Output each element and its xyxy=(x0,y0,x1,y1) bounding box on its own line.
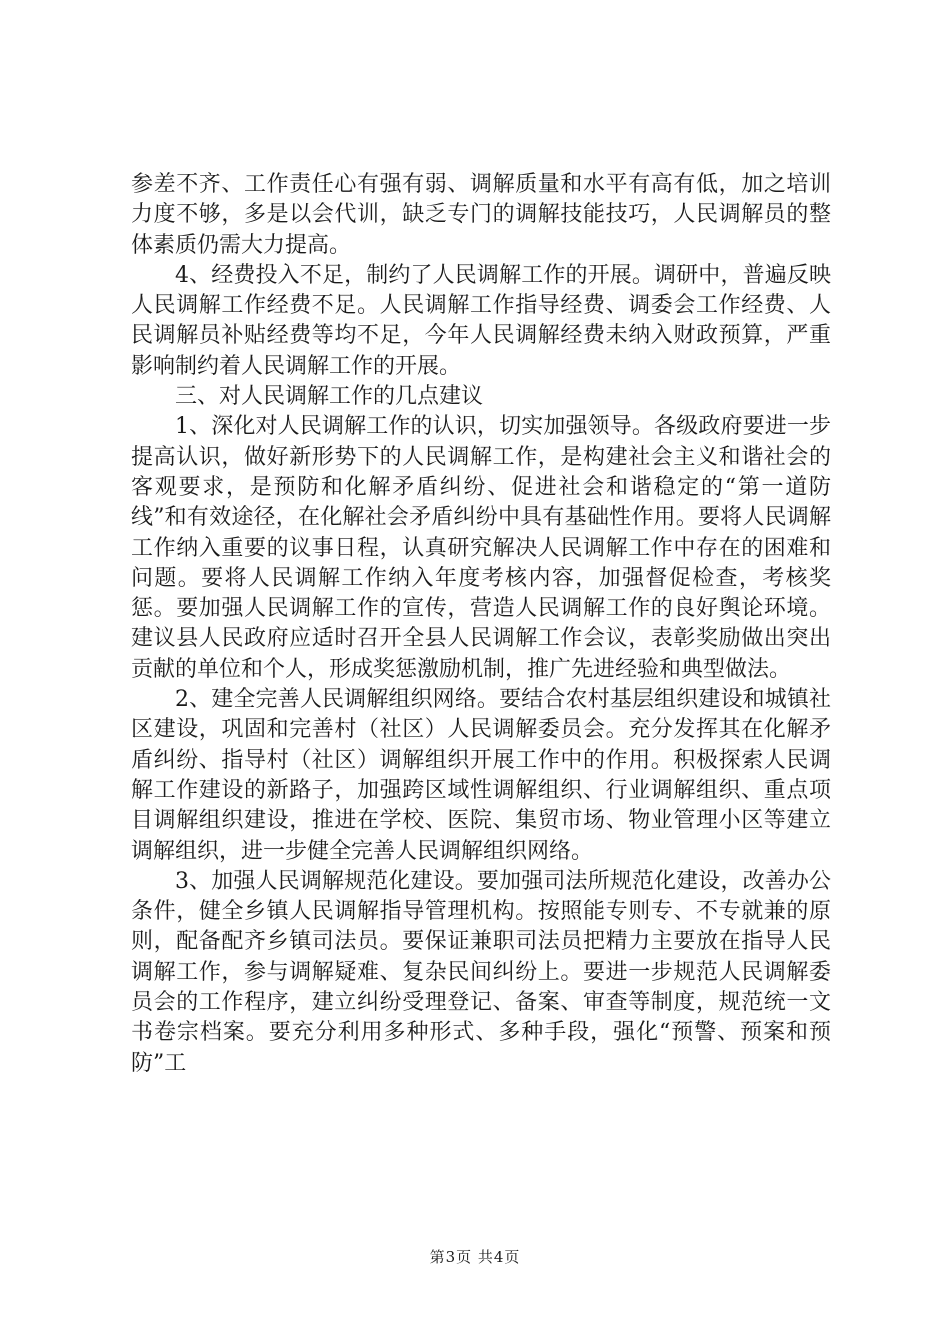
paragraph-continuation: 参差不齐、工作责任心有强有弱、调解质量和水平有高有低，加之培训力度不够，多是以会代训，缺乏专门的调解技能技巧，人民调解员的整体素质仍需大力提高。 xyxy=(131,172,831,258)
paragraph-suggestion-3: 3、加强人民调解规范化建设。要加强司法所规范化建设，改善办公条件，健全乡镇人民调解指导管理机构。按照能专则专、不专就兼的原则，配备配齐乡镇司法员。要保证兼职司法员把精力主要放在指导人民调解工作，参与调解疑难、复杂民间纠纷上。要进一步规范人民调解委员会的工作程序，建立纠纷受理登记、备案、审查等制度，规范统一文书卷宗档案。要充分利用多种形式、多种手段，强化“预警、预案和预防”工 xyxy=(131,868,831,1076)
section-heading-suggestions: 三、对人民调解工作的几点建议 xyxy=(175,384,484,410)
paragraph-item-4-funding: 4、经费投入不足，制约了人民调解工作的开展。调研中，普遍反映人民调解工作经费不足。人民调解工作指导经费、调委会工作经费、人民调解员补贴经费等均不足，今年人民调解经费未纳入财政预算，严重影响制约着人民调解工作的开展。 xyxy=(131,262,831,379)
document-body xyxy=(131,170,831,1079)
paragraph-suggestion-2: 2、建全完善人民调解组织网络。要结合农村基层组织建设和城镇社区建设，巩固和完善村（社区）人民调解委员会。充分发挥其在化解矛盾纠纷、指导村（社区）调解组织开展工作中的作用。积极探索人民调解工作建设的新路子，加强跨区域性调解组织、行业调解组织、重点项目调解组织建设，推进在学校、医院、集贸市场、物业管理小区等建立调解组织，进一步健全完善人民调解组织网络。 xyxy=(131,687,831,864)
page-footer xyxy=(0,1246,950,1267)
paragraph-suggestion-1: 1、深化对人民调解工作的认识，切实加强领导。各级政府要进一步提高认识，做好新形势下的人民调解工作，是构建社会主义和谐社会的客观要求，是预防和化解矛盾纠纷、促进社会和谐稳定的“第一道防线”和有效途径，在化解社会矛盾纠纷中具有基础性作用。要将人民调解工作纳入重要的议事日程，认真研究解决人民调解工作中存在的困难和问题。要将人民调解工作纳入年度考核内容，加强督促检查，考核奖惩。要加强人民调解工作的宣传，营造人民调解工作的良好舆论环境。建议县人民政府应适时召开全县人民调解工作会议，表彰奖励做出突出贡献的单位和个人，形成奖惩激励机制，推广先进经验和典型做法。 xyxy=(131,414,831,682)
page-number-label: 第3页 共4页 xyxy=(429,1248,521,1266)
